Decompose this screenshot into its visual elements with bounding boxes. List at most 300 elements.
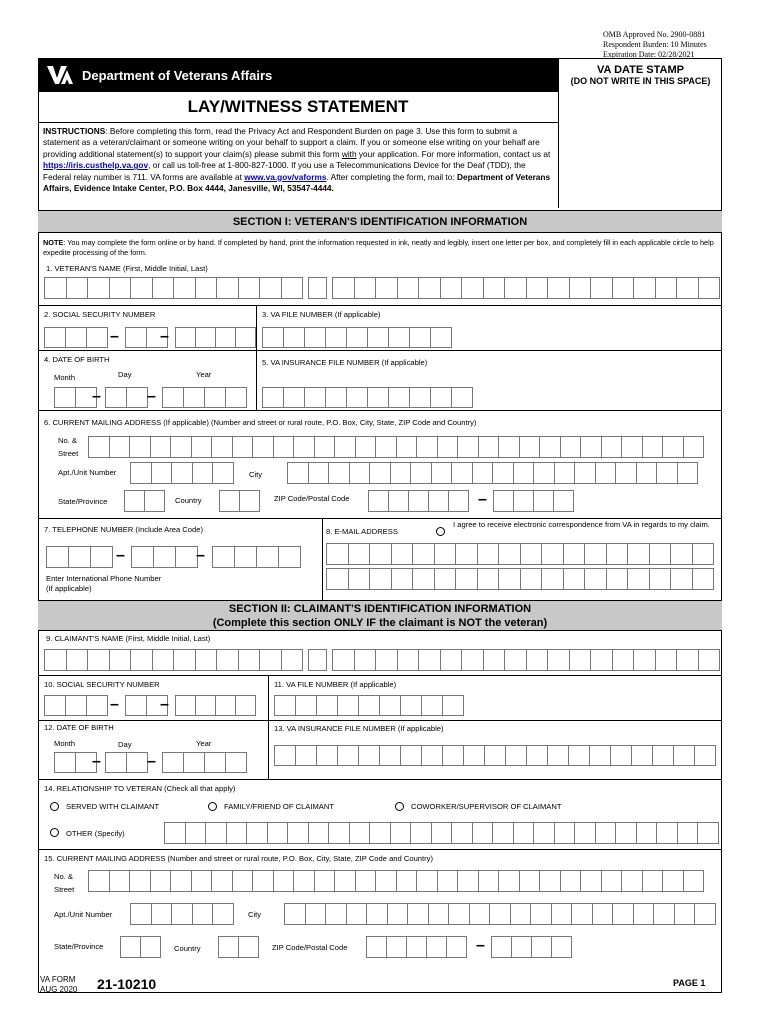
claimant-last-name-box[interactable] — [354, 649, 377, 671]
other-specify-box[interactable] — [287, 822, 309, 844]
ssn-box[interactable] — [125, 327, 147, 348]
claimant-insurance-box[interactable] — [631, 745, 653, 766]
claimant-city-box[interactable] — [510, 903, 532, 925]
street-box[interactable] — [601, 436, 623, 458]
claimant-last-name-box[interactable] — [569, 649, 592, 671]
claimant-street-box[interactable] — [621, 870, 643, 892]
other-specify-box[interactable] — [410, 822, 432, 844]
claimant-street-box[interactable] — [457, 870, 479, 892]
dob-box[interactable] — [225, 387, 247, 408]
city-box[interactable] — [451, 462, 473, 484]
email-consent-radio[interactable] — [436, 527, 445, 536]
other-specify-box[interactable] — [164, 822, 186, 844]
va-file-box[interactable] — [367, 327, 389, 348]
dob-box[interactable] — [183, 387, 205, 408]
served-with-claimant-radio[interactable] — [50, 802, 59, 811]
email-box[interactable] — [692, 568, 715, 590]
claimant-insurance-box[interactable] — [673, 745, 695, 766]
claimant-ssn-box[interactable] — [175, 695, 196, 716]
coworker-supervisor-radio[interactable] — [395, 802, 404, 811]
claimant-first-name-box[interactable] — [238, 649, 261, 671]
email-box[interactable] — [412, 543, 435, 565]
claimant-insurance-box[interactable] — [421, 745, 443, 766]
city-box[interactable] — [410, 462, 432, 484]
email-box[interactable] — [563, 568, 586, 590]
city-box[interactable] — [513, 462, 535, 484]
email-box[interactable] — [670, 568, 693, 590]
claimant-street-box[interactable] — [416, 870, 438, 892]
claimant-street-box[interactable] — [211, 870, 233, 892]
claimant-street-box[interactable] — [396, 870, 418, 892]
other-specify-box[interactable] — [431, 822, 453, 844]
email-box[interactable] — [606, 543, 629, 565]
city-box[interactable] — [287, 462, 309, 484]
apt-box[interactable] — [171, 462, 193, 484]
claimant-middle-initial-box[interactable] — [308, 649, 327, 671]
other-specify-box[interactable] — [349, 822, 371, 844]
claimant-insurance-box[interactable] — [295, 745, 317, 766]
other-specify-box[interactable] — [554, 822, 576, 844]
claimant-last-name-box[interactable] — [461, 649, 484, 671]
email-box[interactable] — [326, 543, 349, 565]
email-box[interactable] — [477, 543, 500, 565]
claimant-insurance-box[interactable] — [568, 745, 590, 766]
city-box[interactable] — [328, 462, 350, 484]
email-box[interactable] — [584, 568, 607, 590]
claimant-last-name-box[interactable] — [698, 649, 721, 671]
insurance-box[interactable] — [325, 387, 347, 408]
email-box[interactable] — [391, 568, 414, 590]
claimant-first-name-box[interactable] — [44, 649, 67, 671]
first-name-box[interactable] — [130, 277, 153, 299]
email-box[interactable] — [563, 543, 586, 565]
city-box[interactable] — [308, 462, 330, 484]
claimant-street-box[interactable] — [560, 870, 582, 892]
last-name-box[interactable] — [676, 277, 699, 299]
street-box[interactable] — [232, 436, 254, 458]
claimant-last-name-box[interactable] — [612, 649, 635, 671]
street-box[interactable] — [355, 436, 377, 458]
street-box[interactable] — [109, 436, 131, 458]
claimant-last-name-box[interactable] — [483, 649, 506, 671]
va-file-box[interactable] — [409, 327, 431, 348]
claimant-dob-box[interactable] — [54, 752, 76, 773]
first-name-box[interactable] — [44, 277, 67, 299]
claimant-apt-box[interactable] — [130, 903, 152, 925]
street-box[interactable] — [416, 436, 438, 458]
country-box[interactable] — [219, 490, 240, 512]
claimant-zip-box[interactable] — [551, 936, 572, 958]
street-box[interactable] — [580, 436, 602, 458]
claimant-last-name-box[interactable] — [440, 649, 463, 671]
state-box[interactable] — [144, 490, 165, 512]
claimant-insurance-box[interactable] — [589, 745, 611, 766]
insurance-box[interactable] — [367, 387, 389, 408]
claimant-street-box[interactable] — [232, 870, 254, 892]
first-name-box[interactable] — [66, 277, 89, 299]
last-name-box[interactable] — [633, 277, 656, 299]
last-name-box[interactable] — [504, 277, 527, 299]
ssn-box[interactable] — [86, 327, 108, 348]
va-file-box[interactable] — [325, 327, 347, 348]
phone-box[interactable] — [175, 546, 198, 568]
street-box[interactable] — [88, 436, 110, 458]
insurance-box[interactable] — [283, 387, 305, 408]
claimant-last-name-box[interactable] — [332, 649, 355, 671]
first-name-box[interactable] — [195, 277, 218, 299]
claimant-zip-box[interactable] — [531, 936, 552, 958]
ssn-box[interactable] — [215, 327, 236, 348]
zip-box[interactable] — [513, 490, 534, 512]
street-box[interactable] — [334, 436, 356, 458]
street-box[interactable] — [560, 436, 582, 458]
zip-box[interactable] — [533, 490, 554, 512]
claimant-city-box[interactable] — [674, 903, 696, 925]
email-box[interactable] — [348, 543, 371, 565]
claimant-insurance-box[interactable] — [484, 745, 506, 766]
claimant-insurance-box[interactable] — [610, 745, 632, 766]
claimant-zip-box[interactable] — [446, 936, 467, 958]
street-box[interactable] — [621, 436, 643, 458]
state-box[interactable] — [124, 490, 145, 512]
street-box[interactable] — [642, 436, 664, 458]
claimant-va-file-box[interactable] — [442, 695, 464, 716]
insurance-box[interactable] — [388, 387, 410, 408]
claimant-street-box[interactable] — [191, 870, 213, 892]
claimant-street-box[interactable] — [334, 870, 356, 892]
other-specify-box[interactable] — [472, 822, 494, 844]
claimant-city-box[interactable] — [694, 903, 716, 925]
other-specify-box[interactable] — [697, 822, 719, 844]
street-box[interactable] — [129, 436, 151, 458]
claimant-zip-box[interactable] — [366, 936, 387, 958]
insurance-box[interactable] — [304, 387, 326, 408]
claimant-va-file-box[interactable] — [358, 695, 380, 716]
city-box[interactable] — [574, 462, 596, 484]
dob-box[interactable] — [54, 387, 76, 408]
other-specify-box[interactable] — [574, 822, 596, 844]
va-file-box[interactable] — [430, 327, 452, 348]
claimant-city-box[interactable] — [592, 903, 614, 925]
claimant-first-name-box[interactable] — [152, 649, 175, 671]
claimant-ssn-box[interactable] — [44, 695, 66, 716]
last-name-box[interactable] — [547, 277, 570, 299]
street-box[interactable] — [457, 436, 479, 458]
claimant-insurance-box[interactable] — [337, 745, 359, 766]
city-box[interactable] — [615, 462, 637, 484]
email-box[interactable] — [369, 543, 392, 565]
claimant-ssn-box[interactable] — [65, 695, 87, 716]
city-box[interactable] — [492, 462, 514, 484]
email-box[interactable] — [434, 543, 457, 565]
first-name-box[interactable] — [238, 277, 261, 299]
claimant-city-box[interactable] — [489, 903, 511, 925]
city-box[interactable] — [369, 462, 391, 484]
email-box[interactable] — [541, 543, 564, 565]
va-file-box[interactable] — [388, 327, 410, 348]
city-box[interactable] — [595, 462, 617, 484]
insurance-box[interactable] — [430, 387, 452, 408]
va-file-box[interactable] — [304, 327, 326, 348]
email-box[interactable] — [477, 568, 500, 590]
street-box[interactable] — [437, 436, 459, 458]
claimant-city-box[interactable] — [469, 903, 491, 925]
street-box[interactable] — [191, 436, 213, 458]
other-specify-box[interactable] — [226, 822, 248, 844]
claimant-ssn-box[interactable] — [195, 695, 216, 716]
vaforms-link[interactable]: www.va.gov/vaforms — [244, 171, 327, 182]
claimant-insurance-box[interactable] — [379, 745, 401, 766]
claimant-city-box[interactable] — [284, 903, 306, 925]
va-file-box[interactable] — [283, 327, 305, 348]
claimant-street-box[interactable] — [662, 870, 684, 892]
claimant-last-name-box[interactable] — [397, 649, 420, 671]
other-specify-box[interactable] — [205, 822, 227, 844]
last-name-box[interactable] — [483, 277, 506, 299]
email-box[interactable] — [348, 568, 371, 590]
apt-box[interactable] — [130, 462, 152, 484]
claimant-apt-box[interactable] — [192, 903, 214, 925]
zip-box[interactable] — [553, 490, 574, 512]
dob-box[interactable] — [204, 387, 226, 408]
claimant-street-box[interactable] — [273, 870, 295, 892]
claimant-ssn-box[interactable] — [215, 695, 236, 716]
claimant-street-box[interactable] — [109, 870, 131, 892]
claimant-street-box[interactable] — [519, 870, 541, 892]
claimant-street-box[interactable] — [683, 870, 705, 892]
claimant-first-name-box[interactable] — [173, 649, 196, 671]
other-specify-box[interactable] — [595, 822, 617, 844]
ssn-box[interactable] — [65, 327, 87, 348]
claimant-apt-box[interactable] — [151, 903, 173, 925]
dob-box[interactable] — [126, 387, 148, 408]
other-specify-box[interactable] — [677, 822, 699, 844]
city-box[interactable] — [390, 462, 412, 484]
claimant-street-box[interactable] — [252, 870, 274, 892]
claimant-street-box[interactable] — [88, 870, 110, 892]
claimant-dob-box[interactable] — [204, 752, 226, 773]
claimant-dob-box[interactable] — [162, 752, 184, 773]
claimant-first-name-box[interactable] — [281, 649, 304, 671]
phone-box[interactable] — [234, 546, 257, 568]
phone-box[interactable] — [68, 546, 91, 568]
claimant-insurance-box[interactable] — [694, 745, 716, 766]
claimant-insurance-box[interactable] — [547, 745, 569, 766]
claimant-last-name-box[interactable] — [655, 649, 678, 671]
country-box[interactable] — [239, 490, 260, 512]
email-box[interactable] — [434, 568, 457, 590]
last-name-box[interactable] — [332, 277, 355, 299]
zip-box[interactable] — [428, 490, 449, 512]
claimant-insurance-box[interactable] — [505, 745, 527, 766]
email-box[interactable] — [649, 568, 672, 590]
ssn-box[interactable] — [175, 327, 196, 348]
claimant-city-box[interactable] — [530, 903, 552, 925]
claimant-street-box[interactable] — [437, 870, 459, 892]
claimant-street-box[interactable] — [375, 870, 397, 892]
street-box[interactable] — [252, 436, 274, 458]
email-box[interactable] — [412, 568, 435, 590]
claimant-ssn-box[interactable] — [86, 695, 108, 716]
claimant-street-box[interactable] — [150, 870, 172, 892]
claimant-zip-box[interactable] — [426, 936, 447, 958]
phone-box[interactable] — [90, 546, 113, 568]
claimant-dob-box[interactable] — [105, 752, 127, 773]
city-box[interactable] — [636, 462, 658, 484]
claimant-street-box[interactable] — [355, 870, 377, 892]
claimant-va-file-box[interactable] — [274, 695, 296, 716]
claimant-zip-box[interactable] — [491, 936, 512, 958]
ssn-box[interactable] — [235, 327, 256, 348]
claimant-last-name-box[interactable] — [418, 649, 441, 671]
claimant-va-file-box[interactable] — [379, 695, 401, 716]
zip-box[interactable] — [408, 490, 429, 512]
claimant-street-box[interactable] — [478, 870, 500, 892]
claimant-last-name-box[interactable] — [526, 649, 549, 671]
phone-box[interactable] — [46, 546, 69, 568]
email-box[interactable] — [692, 543, 715, 565]
claimant-last-name-box[interactable] — [375, 649, 398, 671]
claimant-insurance-box[interactable] — [274, 745, 296, 766]
other-specify-box[interactable] — [492, 822, 514, 844]
claimant-city-box[interactable] — [551, 903, 573, 925]
other-specify-box[interactable] — [369, 822, 391, 844]
claimant-street-box[interactable] — [293, 870, 315, 892]
last-name-box[interactable] — [655, 277, 678, 299]
email-box[interactable] — [606, 568, 629, 590]
street-box[interactable] — [498, 436, 520, 458]
email-box[interactable] — [670, 543, 693, 565]
claimant-street-box[interactable] — [129, 870, 151, 892]
claimant-first-name-box[interactable] — [87, 649, 110, 671]
claimant-street-box[interactable] — [498, 870, 520, 892]
other-specify-box[interactable] — [533, 822, 555, 844]
claimant-zip-box[interactable] — [406, 936, 427, 958]
other-specify-box[interactable] — [308, 822, 330, 844]
street-box[interactable] — [478, 436, 500, 458]
claimant-street-box[interactable] — [539, 870, 561, 892]
claimant-first-name-box[interactable] — [66, 649, 89, 671]
claimant-insurance-box[interactable] — [442, 745, 464, 766]
claimant-zip-box[interactable] — [511, 936, 532, 958]
apt-box[interactable] — [151, 462, 173, 484]
email-box[interactable] — [391, 543, 414, 565]
claimant-country-box[interactable] — [238, 936, 259, 958]
last-name-box[interactable] — [569, 277, 592, 299]
claimant-last-name-box[interactable] — [633, 649, 656, 671]
first-name-box[interactable] — [152, 277, 175, 299]
last-name-box[interactable] — [590, 277, 613, 299]
email-box[interactable] — [455, 568, 478, 590]
first-name-box[interactable] — [259, 277, 282, 299]
apt-box[interactable] — [192, 462, 214, 484]
first-name-box[interactable] — [281, 277, 304, 299]
other-specify-box[interactable] — [451, 822, 473, 844]
street-box[interactable] — [375, 436, 397, 458]
claimant-city-box[interactable] — [305, 903, 327, 925]
email-box[interactable] — [498, 568, 521, 590]
dob-box[interactable] — [162, 387, 184, 408]
claimant-first-name-box[interactable] — [259, 649, 282, 671]
va-file-box[interactable] — [262, 327, 284, 348]
last-name-box[interactable] — [354, 277, 377, 299]
other-specify-box[interactable] — [185, 822, 207, 844]
last-name-box[interactable] — [397, 277, 420, 299]
claimant-insurance-box[interactable] — [400, 745, 422, 766]
street-box[interactable] — [170, 436, 192, 458]
claimant-state-box[interactable] — [120, 936, 141, 958]
phone-box[interactable] — [212, 546, 235, 568]
claimant-insurance-box[interactable] — [358, 745, 380, 766]
zip-box[interactable] — [493, 490, 514, 512]
last-name-box[interactable] — [526, 277, 549, 299]
claimant-city-box[interactable] — [387, 903, 409, 925]
claimant-va-file-box[interactable] — [400, 695, 422, 716]
email-box[interactable] — [455, 543, 478, 565]
claimant-street-box[interactable] — [642, 870, 664, 892]
street-box[interactable] — [314, 436, 336, 458]
other-specify-box[interactable] — [656, 822, 678, 844]
claimant-city-box[interactable] — [346, 903, 368, 925]
phone-box[interactable] — [278, 546, 301, 568]
claimant-insurance-box[interactable] — [463, 745, 485, 766]
city-box[interactable] — [533, 462, 555, 484]
claimant-va-file-box[interactable] — [421, 695, 443, 716]
first-name-box[interactable] — [109, 277, 132, 299]
ssn-box[interactable] — [195, 327, 216, 348]
email-box[interactable] — [541, 568, 564, 590]
insurance-box[interactable] — [409, 387, 431, 408]
street-box[interactable] — [683, 436, 705, 458]
street-box[interactable] — [662, 436, 684, 458]
email-box[interactable] — [649, 543, 672, 565]
claimant-first-name-box[interactable] — [130, 649, 153, 671]
claimant-zip-box[interactable] — [386, 936, 407, 958]
first-name-box[interactable] — [87, 277, 110, 299]
claimant-city-box[interactable] — [325, 903, 347, 925]
insurance-box[interactable] — [346, 387, 368, 408]
other-radio[interactable] — [50, 828, 59, 837]
claimant-first-name-box[interactable] — [195, 649, 218, 671]
zip-box[interactable] — [388, 490, 409, 512]
claimant-street-box[interactable] — [170, 870, 192, 892]
city-box[interactable] — [677, 462, 699, 484]
last-name-box[interactable] — [612, 277, 635, 299]
email-box[interactable] — [627, 543, 650, 565]
email-box[interactable] — [498, 543, 521, 565]
last-name-box[interactable] — [461, 277, 484, 299]
claimant-city-box[interactable] — [653, 903, 675, 925]
phone-box[interactable] — [153, 546, 176, 568]
claimant-street-box[interactable] — [580, 870, 602, 892]
other-specify-box[interactable] — [246, 822, 268, 844]
claimant-insurance-box[interactable] — [652, 745, 674, 766]
claimant-dob-box[interactable] — [225, 752, 247, 773]
last-name-box[interactable] — [375, 277, 398, 299]
claimant-city-box[interactable] — [571, 903, 593, 925]
street-box[interactable] — [293, 436, 315, 458]
street-box[interactable] — [150, 436, 172, 458]
claimant-first-name-box[interactable] — [216, 649, 239, 671]
apt-box[interactable] — [212, 462, 234, 484]
claimant-street-box[interactable] — [601, 870, 623, 892]
email-box[interactable] — [326, 568, 349, 590]
email-box[interactable] — [520, 568, 543, 590]
claimant-insurance-box[interactable] — [526, 745, 548, 766]
email-box[interactable] — [627, 568, 650, 590]
street-box[interactable] — [519, 436, 541, 458]
claimant-apt-box[interactable] — [171, 903, 193, 925]
